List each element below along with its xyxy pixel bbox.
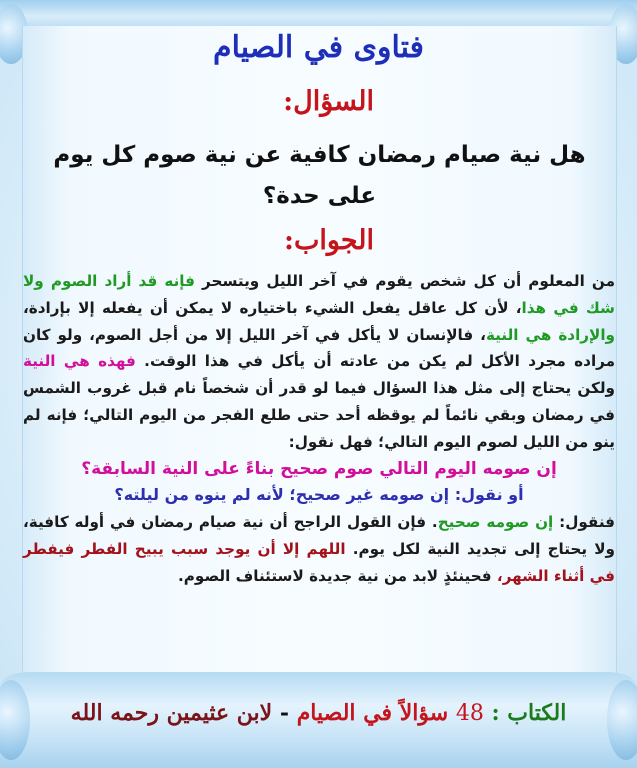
- book-title: سؤالاً في الصيام: [296, 700, 449, 726]
- question-text: هل نية صيام رمضان كافية عن نية صوم كل يوم على حدة؟: [53, 142, 586, 209]
- answer-text: فحينئذٍ لابد من نية جديدة لاستئناف الصوم.: [178, 566, 497, 585]
- answer-body: [23, 268, 615, 590]
- book-author: لابن عثيمين رحمه الله: [70, 700, 273, 726]
- book-reference: [0, 700, 637, 726]
- answer-paragraph-1: [23, 268, 615, 456]
- answer-highlight-magenta: فهذه هي النية: [23, 352, 136, 371]
- answer-question-1: إن صومه اليوم التالي صوم صحيح بناءً على النية السابقة؟: [81, 458, 557, 479]
- answer-heading: الجواب:: [284, 225, 374, 256]
- book-label: الكتاب :: [491, 700, 567, 726]
- page-title: فتاوى في الصيام: [213, 30, 424, 65]
- answer-highlight-green: إن صومه صحيح: [437, 513, 554, 532]
- book-separator: -: [279, 700, 290, 726]
- answer-text: ، فالإنسان لا يأكل في آخر الليل إلا من أجل الصوم، ولو كان مراده مجرد الأكل لم يكن من عادته أن يأكل في هذا الوقت.: [23, 325, 615, 371]
- answer-highlight-green: والإرادة هي النية: [485, 325, 615, 344]
- answer-highlight-green: فإنه قد أراد الصوم ولا شك في هذا: [23, 272, 615, 317]
- question-heading: السؤال:: [283, 86, 374, 117]
- answer-highlight-red: اللهم إلا أن يوجد سبب يبيح الفطر فيفطر في أثناء الشهر،: [23, 539, 615, 585]
- answer-paragraph-2: [23, 509, 615, 589]
- answer-text: ، لأن كل عاقل يفعل الشيء باختياره لا يمكن أن يفعله إلا بإرادة،: [23, 298, 522, 317]
- answer-text: ولكن يحتاج إلى مثل هذا السؤال فيما لو قدر أن شخصاً نام قبل غروب الشمس في رمضان وبقي نائماً لم يوقظه أحد حتى طلع الفجر من اليوم التالي؛ فإنه لم ينو من الليل لصوم اليوم التالي؛ فهل نقول:: [23, 379, 615, 451]
- answer-text: . فإن القول الراجح أن نية صيام رمضان في أوله كافية، ولا يحتاج إلى تجديد النية لكل يوم.: [23, 513, 615, 558]
- answer-question-2: أو نقول: إن صومه غير صحيح؛ لأنه لم ينوه من ليلته؟: [114, 485, 524, 505]
- answer-text: فنقول:: [553, 513, 615, 532]
- book-number: 48: [455, 701, 484, 726]
- answer-text: من المعلوم أن كل شخص يقوم في آخر الليل ويتسحر: [194, 272, 615, 290]
